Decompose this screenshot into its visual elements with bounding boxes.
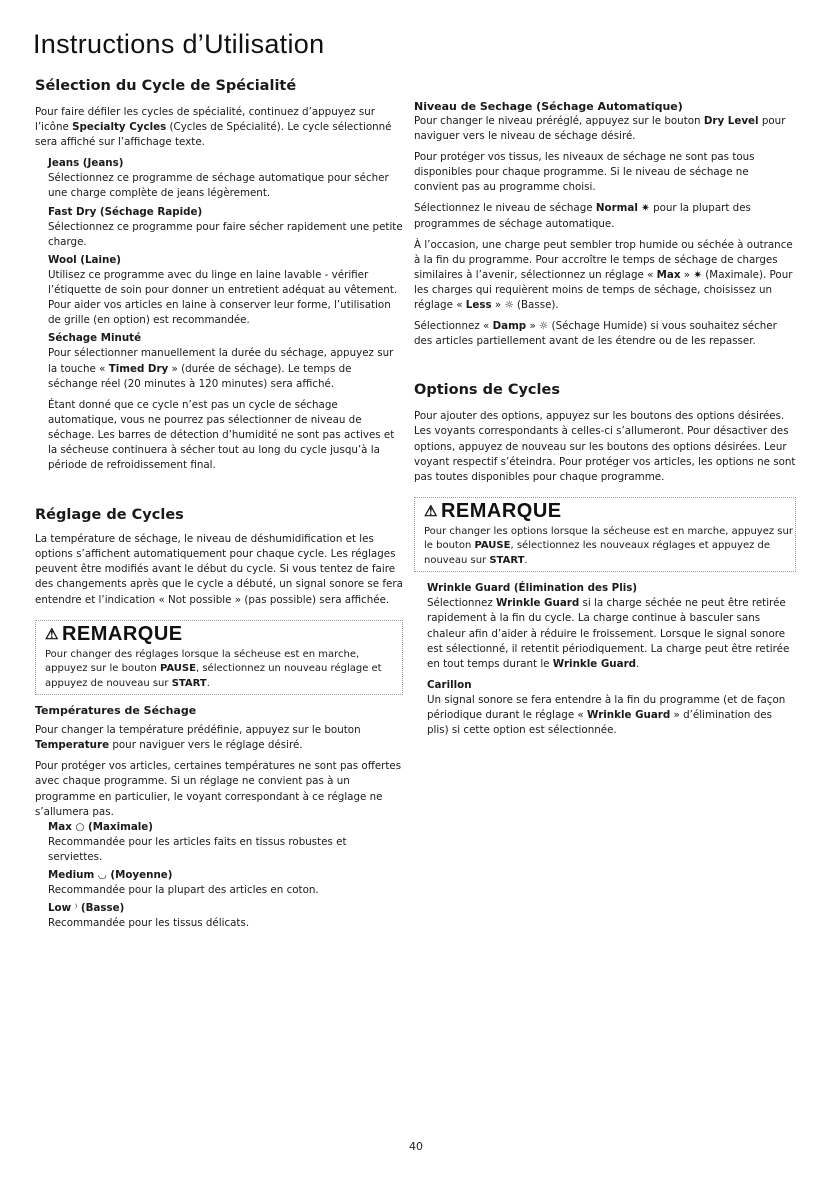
drylevel-heading: Niveau de Sechage (Séchage Automatique): [414, 100, 683, 113]
note-text: Pour changer les options lorsque la sécheuse est en marche, appuyez sur le bouton PAUSE, sélectionnez les nouveaux réglages et appuyez de nouveau sur START.: [424, 525, 793, 566]
fastdry-text: Sélectionnez ce programme pour faire sécher rapidement une petite charge.: [48, 220, 403, 248]
temps-heading: Températures de Séchage: [35, 704, 197, 718]
option-list: [427, 581, 796, 738]
warning-icon: ⚠: [424, 502, 438, 520]
medium-title: Medium ◡ (Moyenne): [48, 868, 403, 883]
crescent-icon: ◡: [97, 868, 107, 881]
options-text: Pour ajouter des options, appuyez sur les boutons des options désirées. Les voyants correspondants à celles-ci s’allumeront. Pour désactiver des options, appuyez de nouveau sur les boutons des options désirées. Leur voyant respectif s’éteindra. Pour protéger vos articles, les options ne sont pas toutes disponibles pour chaque programme.: [414, 410, 796, 483]
specialty-heading: Sélection du Cycle de Spécialité: [35, 78, 297, 94]
note-label: REMARQUE: [440, 499, 562, 522]
chime-title: Carillon: [427, 678, 472, 691]
sun-icon: ✷: [641, 202, 650, 215]
timed-text: Pour sélectionner manuellement la durée du séchage, appuyez sur la touche « Timed Dry » (durée de séchage). Le temps de séchange réel (20 minutes à 120 minutes) sera affiché.: [48, 347, 394, 390]
page-title: Instructions d’Utilisation: [33, 29, 325, 59]
note-label: REMARQUE: [61, 622, 183, 645]
drylevel-text-3: Sélectionnez le niveau de séchage Normal ✷ pour la plupart des programmes de séchage automatique.: [414, 202, 751, 230]
low-text: Recommandée pour les tissus délicats.: [48, 917, 250, 930]
sun-outline-icon: ☼: [539, 320, 549, 333]
low-title: Low ⁾ (Basse): [48, 901, 403, 916]
left-column: [35, 77, 403, 931]
drylevel-text-2: Pour protéger vos tissus, les niveaux de séchage ne sont pas tous disponibles pour chaque programme. Si le niveau de séchage ne convient pas au programme choisi.: [414, 151, 755, 194]
jeans-title: Jeans (Jeans): [48, 157, 124, 170]
max-title: Max ○ (Maximale): [48, 820, 403, 835]
sun-outline-icon: ☼: [504, 299, 514, 312]
specialty-intro: Pour faire défiler les cycles de spécialité, continuez d’appuyez sur l’icône Specialty Cycles (Cycles de Spécialité). Le cycle sélectionné sera affiché sur l’affichage texte.: [35, 106, 392, 149]
chime-text: Un signal sonore se fera entendre à la fin du programme (et de façon périodique durant le réglage « Wrinkle Guard » d’élimination des plis) si cette option est sélectionnée.: [427, 693, 786, 737]
note-box-settings: [35, 620, 403, 696]
options-heading: Options de Cycles: [414, 382, 560, 399]
temperature-list: [48, 820, 403, 932]
max-text: Recommandée pour les articles faits en tissus robustes et serviettes.: [48, 835, 347, 863]
wool-title: Wool (Laine): [48, 253, 122, 266]
specialty-cycle-list: [48, 156, 403, 473]
jeans-text: Sélectionnez ce programme de séchage automatique pour sécher une charge complète de jeans légèrement.: [48, 172, 389, 200]
warning-icon: ⚠: [45, 625, 59, 643]
settings-heading: Réglage de Cycles: [35, 507, 184, 524]
page-number: 40: [409, 1140, 423, 1153]
note-text: Pour changer des réglages lorsque la sécheuse est en marche, appuyez sur le bouton PAUSE, sélectionnez un nouveau réglage et appuyez de nouveau sur START.: [45, 648, 382, 689]
drylevel-text-5: Sélectionnez « Damp » ☼ (Séchage Humide) si vous souhaitez sécher des articles partiellement avant de les étendre ou de les repasser.: [414, 320, 777, 348]
fastdry-title: Fast Dry (Séchage Rapide): [48, 205, 203, 218]
thin-crescent-icon: ⁾: [74, 902, 78, 915]
note-box-options: [414, 497, 796, 573]
timed-text-2: Étant donné que ce cycle n’est pas un cycle de séchage automatique, vous ne pourrez pas sélectionner de niveau de séchage. Les barres de détection d’humidité ne sont pas actives et la sécheuse continuera à sécher tout au long du cycle jusqu’à la période de refroidissement final.: [48, 398, 395, 472]
drylevel-text-4: À l’occasion, une charge peut sembler trop humide ou séchée à outrance à la fin du programme. Pour accroître le temps de séchage de charges similaires à l’avenir, sélectionnez un réglage « Max » ✷ (Maximale). Pour les charges qui requièrent moins de temps de séchage, choisissez un réglage « Less » ☼ (Basse).: [414, 238, 796, 313]
medium-text: Recommandée pour la plupart des articles en coton.: [48, 884, 319, 897]
timed-title: Séchage Minuté: [48, 332, 142, 345]
wrinkle-text: Sélectionnez Wrinkle Guard si la charge séchée ne peut être retirée rapidement à la fin du cycle. La charge continue à basculer sans chaleur afin d’aider à réduire le froissement. Lorsque le signal sonore est sélectionné, il retentit périodiquement. La charge peut être retirée en tout temps durant le Wrinkle Guard.: [427, 597, 790, 670]
circle-icon: ○: [75, 820, 85, 833]
right-column: [414, 99, 796, 738]
settings-text: La température de séchage, le niveau de déshumidification et les options s’affichent automatiquement pour chaque cycle. Les réglages peuvent être modifiés avant le début du cycle. Si vous tentez de faire des changements après que le cycle a débuté, un signal sonore se fera entendre et l’indication « Not possible » (pas possible) sera affichée.: [35, 533, 403, 606]
temps-text-1: Pour changer la température prédéfinie, appuyez sur le bouton Temperature pour naviguer vers le réglage désiré.: [35, 724, 361, 752]
temps-text-2: Pour protéger vos articles, certaines températures ne sont pas offertes avec chaque programme. Si un réglage ne convient pas à un programme en particulier, le voyant correspondant à ce réglage ne s’allumera pas.: [35, 760, 402, 818]
sun-icon: ✷: [693, 268, 703, 281]
drylevel-text-1: Pour changer le niveau préréglé, appuyez sur le bouton Dry Level pour naviguer vers le niveau de séchage désiré.: [414, 115, 786, 143]
wrinkle-title: Wrinkle Guard (Élimination des Plis): [427, 582, 638, 595]
wool-text: Utilisez ce programme avec du linge en laine lavable - vérifier l’étiquette de soin pour donner un entretient adéquat au vêtement. Pour aider vos articles en laine à conserver leur forme, l’utilisation de grille (en option) est recommandée.: [48, 268, 398, 327]
